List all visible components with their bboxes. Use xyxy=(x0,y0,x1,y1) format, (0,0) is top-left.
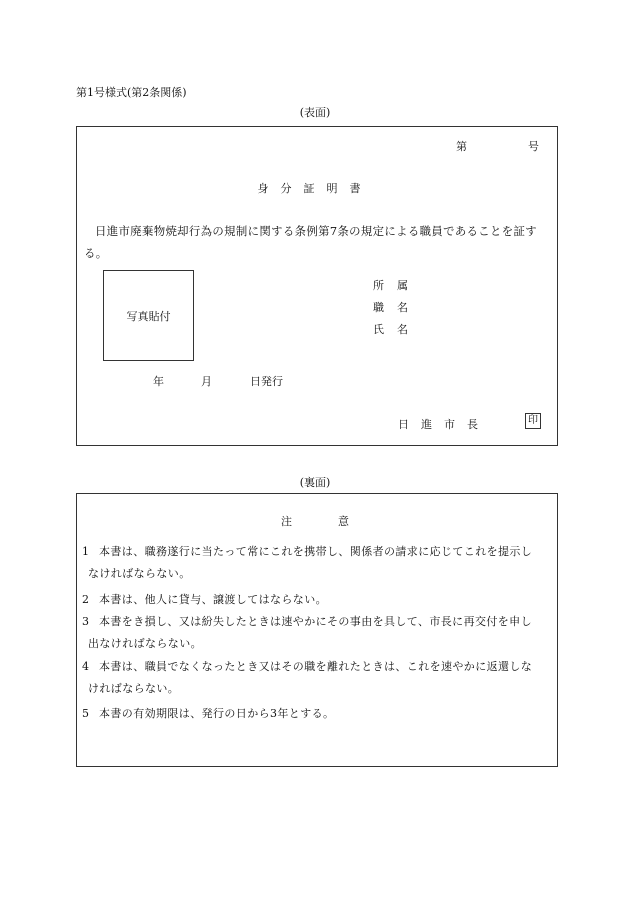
field-affiliation: 所属 xyxy=(373,279,421,292)
notice-number: 3 xyxy=(82,615,90,628)
front-caption: (表面) xyxy=(299,106,331,119)
notice-text-continued: 出なければならない。 xyxy=(88,637,202,650)
notice-text: 本書は、他人に貸与、譲渡してはならない。 xyxy=(99,593,327,606)
notice-item xyxy=(82,611,554,655)
notice-text: 本書の有効期限は、発行の日から3年とする。 xyxy=(99,707,335,720)
notice-number: 4 xyxy=(82,660,90,673)
notice-number: 5 xyxy=(82,707,90,720)
notice-heading: 注意 xyxy=(281,515,395,528)
seal-stamp: 印 xyxy=(525,413,541,429)
number-label: 第 xyxy=(456,140,467,153)
issuer-mayor: 日進市長 xyxy=(398,418,490,431)
date-month: 月 xyxy=(201,375,212,388)
notice-text-continued: ければならない。 xyxy=(88,682,180,695)
field-job-title: 職名 xyxy=(373,301,421,314)
field-name: 氏名 xyxy=(373,323,421,336)
back-caption: (裏面) xyxy=(299,476,331,489)
notice-item xyxy=(82,656,554,700)
notice-item xyxy=(82,703,554,725)
notice-number: 2 xyxy=(82,593,90,606)
notice-text: 本書をき損し、又は紛失したときは速やかにその事由を具して、市長に再交付を申し xyxy=(99,615,532,628)
photo-label: 写真貼付 xyxy=(126,309,171,323)
notice-number: 1 xyxy=(82,545,90,558)
date-day-issued: 日発行 xyxy=(250,375,283,388)
certificate-body: 日進市廃棄物焼却行為の規制に関する条例第7条の規定による職員であることを証する。 xyxy=(84,224,538,260)
notice-text: 本書は、職員でなくなったとき又はその職を離れたときは、これを速やかに返還しな xyxy=(99,660,533,673)
notice-text: 本書は、職務遂行に当たって常にこれを携帯し、関係者の請求に応じてこれを提示し xyxy=(99,545,533,558)
certificate-title: 身分証明書 xyxy=(257,182,373,195)
notice-item xyxy=(82,589,554,611)
number-suffix: 号 xyxy=(528,140,539,153)
date-year: 年 xyxy=(153,375,164,388)
notice-text-continued: なければならない。 xyxy=(88,567,191,580)
form-title: 第1号様式(第2条関係) xyxy=(76,86,187,99)
notice-item xyxy=(82,541,554,585)
photo-placeholder xyxy=(103,270,194,361)
